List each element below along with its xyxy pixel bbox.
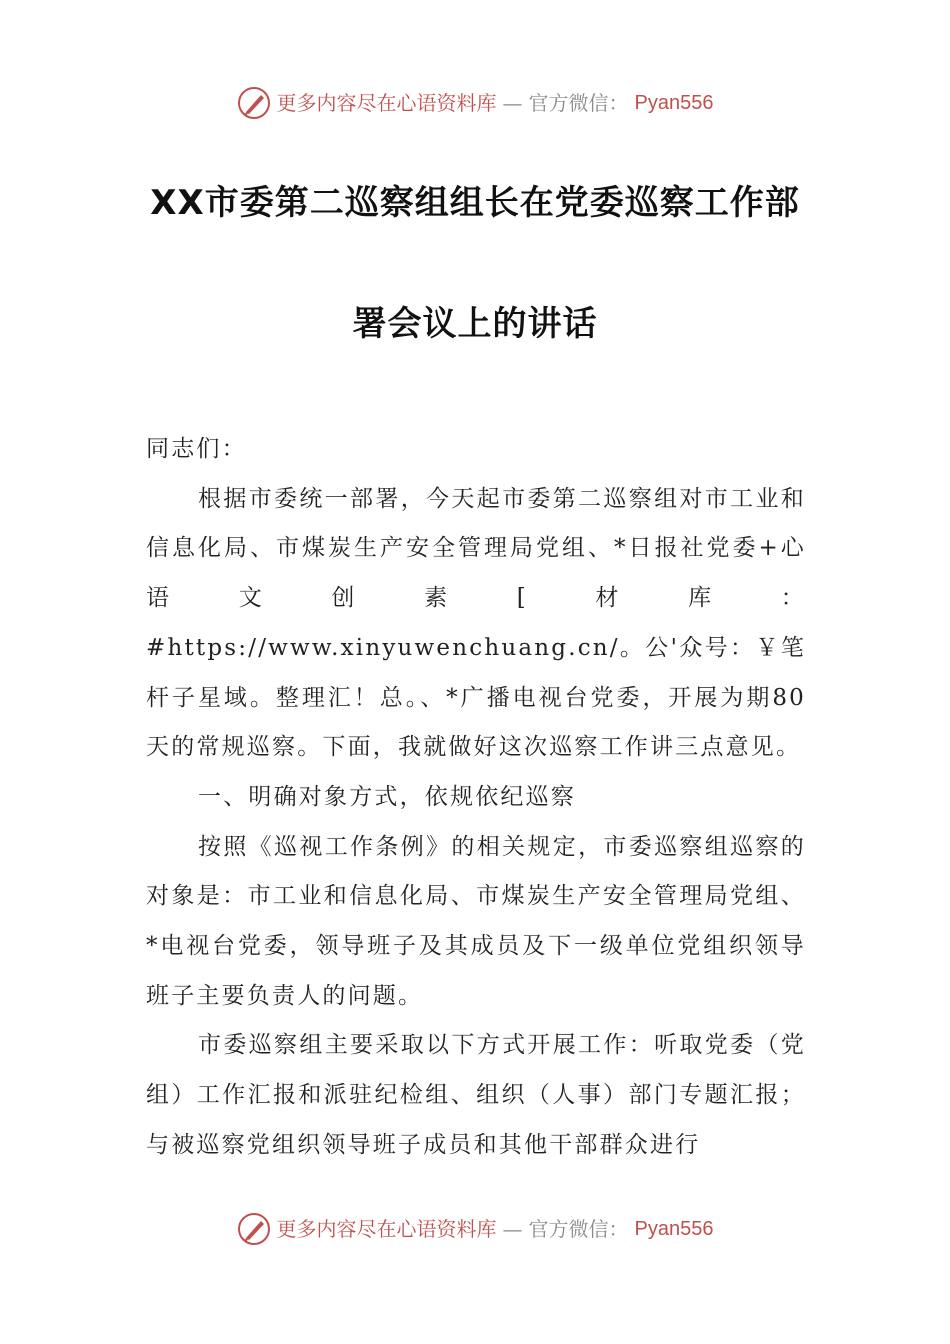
body-paragraph: 市委巡察组主要采取以下方式开展工作：听取党委（党组）工作汇报和派驻纪检组、组织（人事）部门专题汇报；与被巡察党组织领导班子成员和其他干部群众进行 <box>146 1032 806 1158</box>
watermark-wechat-id: Pyan556 <box>634 92 714 114</box>
document-title-line-2: 署会议上的讲话 <box>352 304 598 344</box>
footer-watermark <box>0 1209 950 1249</box>
document-body <box>146 425 806 1171</box>
quill-logo-icon <box>237 1212 271 1246</box>
watermark-brand-text: 更多内容尽在心语资料库 <box>276 1217 497 1241</box>
watermark-wechat-label: 官方微信： <box>528 1217 629 1241</box>
watermark-separator: — <box>502 1217 523 1241</box>
body-paragraph: 根据市委统一部署，今天起市委第二巡察组对市工业和信息化局、市煤炭生产安全管理局党组、*日报社党委+心语文创素[材库：#https://www.xinyuwenchuang.cn/。公'众号：￥笔杆子星域。整理汇！总。、*广播电视台党委，开展为期80天的常规巡察。下面，我就做好这次巡察工作讲三点意见。 <box>146 485 806 761</box>
watermark-wechat-id: Pyan556 <box>634 1218 714 1240</box>
watermark-brand-text: 更多内容尽在心语资料库 <box>276 91 497 115</box>
header-watermark <box>0 83 950 123</box>
quill-logo-icon <box>237 86 271 120</box>
watermark-separator: — <box>502 91 523 115</box>
salutation: 同志们： <box>146 436 247 462</box>
section-heading: 一、明确对象方式，依规依纪巡察 <box>198 783 576 810</box>
document-title-line-1: XX市委第二巡察组组长在党委巡察工作部 <box>150 183 800 223</box>
watermark-wechat-label: 官方微信： <box>528 91 629 115</box>
body-paragraph: 按照《巡视工作条例》的相关规定，市委巡察组巡察的对象是：市工业和信息化局、市煤炭生产安全管理局党组、*电视台党委，领导班子及其成员及下一级单位党组织领导班子主要负责人的问题。 <box>146 833 806 1009</box>
